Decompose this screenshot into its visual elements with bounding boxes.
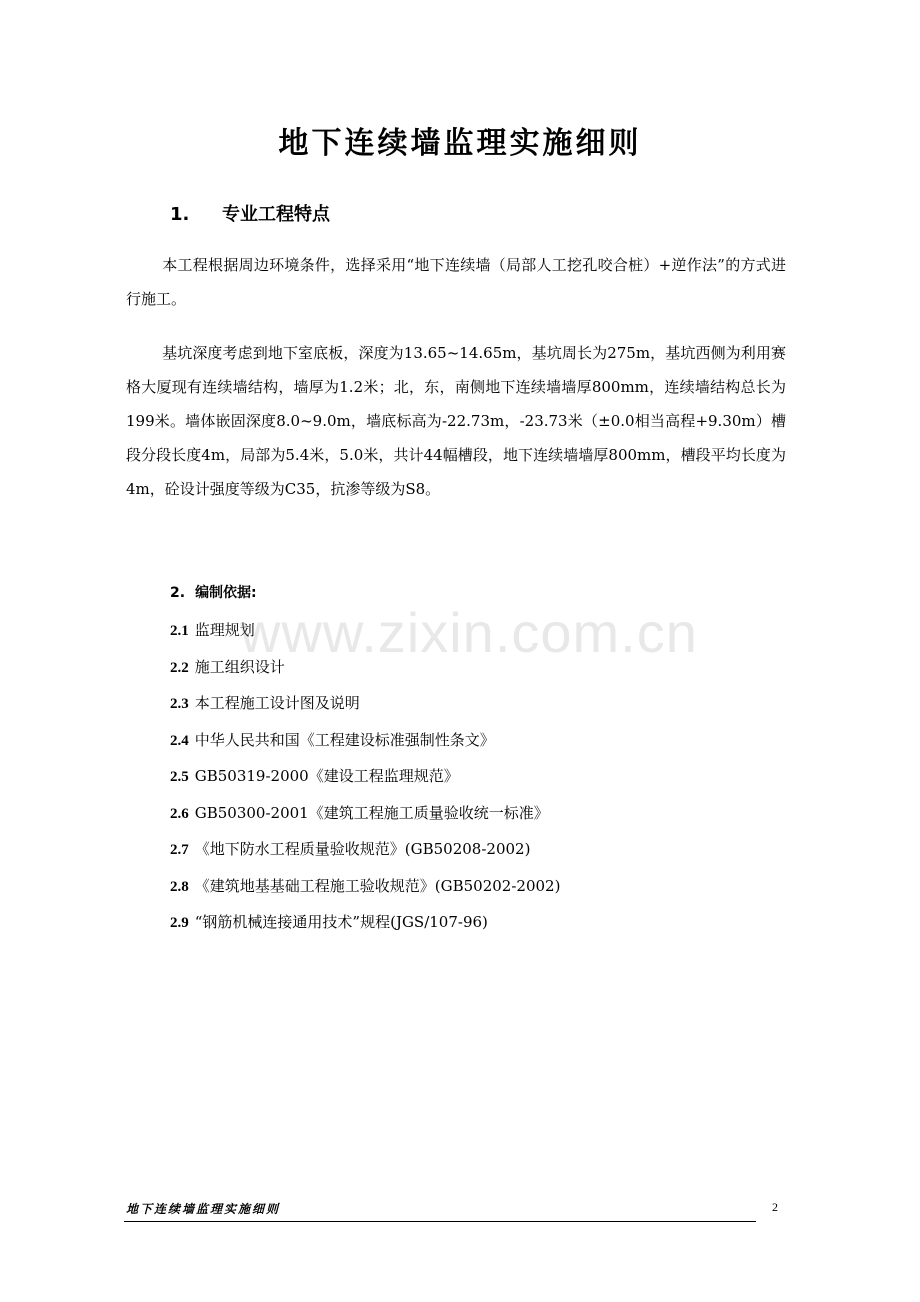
list-item-text: 本工程施工设计图及说明 — [194, 694, 360, 712]
paragraph-2-text: 基坑深度考虑到地下室底板，深度为13.65~14.65m，基坑周长为275m，基坑西侧为利用赛格大厦现有连续墙结构，墙厚为1.2米；北，东，南侧地下连续墙墙厚800mm，连续墙结构总长为199米。墙体嵌固深度8.0~9.0m，墙底标高为-22.73m，-23.73米（±0.0相当高程+9.30m）槽段分段长度4m，局部为5.4米，5.0米，共计44幅槽段，地下连续墙墙厚800mm，槽段平均长度为4m，砼设计强度等级为C35，抗渗等级为S8。 — [126, 344, 786, 498]
page-number: 2 — [772, 1200, 778, 1214]
list-item — [170, 612, 560, 649]
section-2-title: 编制依据: — [195, 585, 257, 601]
list-item-number: 2.6 — [170, 805, 189, 822]
list-item — [170, 831, 560, 868]
footer-divider — [124, 1221, 756, 1222]
list-item — [170, 868, 560, 905]
list-item — [170, 795, 560, 832]
list-item-number: 2.3 — [170, 696, 189, 712]
list-item-text: GB50319-2000《建设工程监理规范》 — [194, 767, 459, 785]
document-title: 地下连续墙监理实施细则 — [278, 126, 642, 161]
footer-title: 地下连续墙监理实施细则 — [126, 1202, 281, 1216]
watermark: www.zixin.com.cn — [240, 601, 698, 664]
list-item-number: 2.5 — [170, 769, 189, 785]
section-2-number: 2. — [170, 585, 186, 601]
list-item-text: GB50300-2001《建筑工程施工质量验收统一标准》 — [194, 803, 549, 822]
paragraph-1-text: 本工程根据周边环境条件，选择采用“地下连续墙（局部人工挖孔咬合桩）+逆作法”的方式进行施工。 — [126, 256, 786, 308]
list-item — [170, 685, 560, 722]
list-item-number: 2.1 — [170, 623, 189, 639]
list-item-text: 《地下防水工程质量验收规范》(GB50208-2002) — [194, 840, 531, 858]
section-2-heading — [170, 582, 257, 602]
reference-list — [170, 612, 560, 941]
list-item — [170, 758, 560, 795]
list-item-text: 施工组织设计 — [194, 657, 285, 676]
list-item-number: 2.7 — [170, 842, 189, 858]
list-item-number: 2.9 — [170, 915, 189, 931]
list-item-number: 2.4 — [170, 732, 189, 749]
section-1-paragraph-2 — [126, 336, 786, 506]
list-item-text: 中华人民共和国《工程建设标准强制性条文》 — [194, 730, 495, 749]
list-item-text: 监理规划 — [194, 621, 255, 639]
section-1-number: 1. — [170, 204, 190, 225]
section-1-heading — [170, 200, 330, 226]
section-1-paragraph-1 — [126, 248, 786, 316]
list-item — [170, 722, 560, 759]
list-item-number: 2.8 — [170, 878, 189, 895]
list-item-text: “钢筋机械连接通用技术”规程(JGS/107-96) — [194, 913, 488, 931]
list-item — [170, 904, 560, 941]
list-item — [170, 649, 560, 686]
section-1-title: 专业工程特点 — [222, 204, 330, 225]
list-item-text: 《建筑地基基础工程施工验收规范》(GB50202-2002) — [194, 876, 561, 895]
list-item-number: 2.2 — [170, 659, 189, 676]
